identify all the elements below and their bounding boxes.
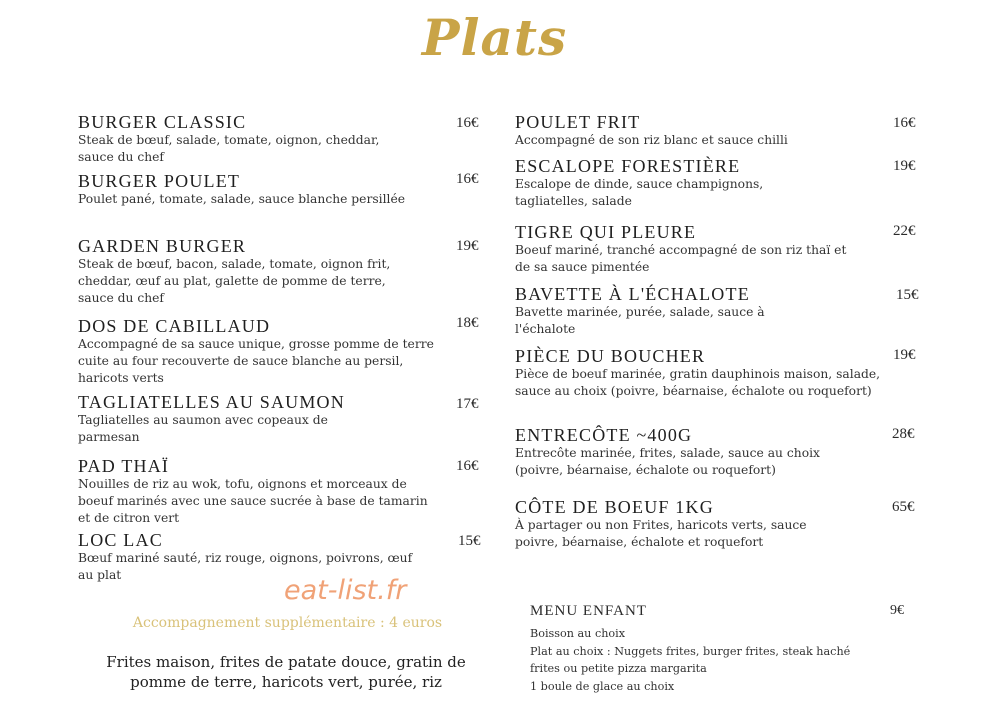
item-name: PIÈCE DU BOUCHER <box>515 346 706 366</box>
item-name: ENTRECÔTE ~400G <box>515 425 693 445</box>
watermark: eat-list.fr <box>284 575 407 606</box>
kids-menu-line: frites ou petite pizza margarita <box>530 662 707 675</box>
item-name: PAD THAÏ <box>78 456 170 476</box>
item-price: 15€ <box>458 533 481 549</box>
menu-item-piece-du-boucher <box>515 346 890 400</box>
kids-menu-line: 1 boule de glace au choix <box>530 679 675 693</box>
kids-menu-line: Boisson au choix <box>530 627 626 640</box>
item-description: Nouilles de riz au wok, tofu, oignons et morceaux de boeuf marinés avec une sauce sucrée à base de tamarin et de citron vert <box>78 477 428 525</box>
item-description: Entrecôte marinée, frites, salade, sauce au choix (poivre, béarnaise, échalote ou roquefort) <box>515 446 820 477</box>
kids-menu-lines <box>530 625 850 695</box>
kids-menu-line: Plat au choix : Nuggets frites, burger frites, steak haché <box>530 644 851 658</box>
menu-item-burger-classic <box>78 112 413 166</box>
item-price: 15€ <box>896 287 919 303</box>
item-description: Bavette marinée, purée, salade, sauce à l'échalote <box>515 305 765 336</box>
kids-menu-price: 9€ <box>890 603 904 618</box>
kids-menu-title: MENU ENFANT <box>530 603 647 619</box>
item-name: BAVETTE À L'ÉCHALOTE <box>515 284 750 304</box>
item-description: Tagliatelles au saumon avec copeaux de parmesan <box>78 413 328 444</box>
menu-item-dos-de-cabillaud <box>78 316 438 387</box>
item-name: BURGER CLASSIC <box>78 112 247 132</box>
item-description: Accompagné de sa sauce unique, grosse pomme de terre cuite au four recouverte de sauce blanche au persil, haricots verts <box>78 337 434 385</box>
item-description: Bœuf mariné sauté, riz rouge, oignons, poivrons, œuf au plat <box>78 551 413 582</box>
item-price: 17€ <box>456 396 479 412</box>
item-description: Boeuf mariné, tranché accompagné de son riz thaï et de sa sauce pimentée <box>515 243 847 274</box>
menu-item-pad-thai <box>78 456 428 527</box>
menu-item-poulet-frit <box>515 112 845 149</box>
item-name: POULET FRIT <box>515 112 641 132</box>
item-name: GARDEN BURGER <box>78 236 247 256</box>
item-price: 19€ <box>893 347 916 363</box>
item-description: À partager ou non Frites, haricots verts, sauce poivre, béarnaise, échalote et roquefort <box>515 518 807 549</box>
item-name: LOC LAC <box>78 530 163 550</box>
item-name: CÔTE DE BOEUF 1KG <box>515 497 714 517</box>
item-price: 65€ <box>892 499 915 515</box>
item-price: 19€ <box>456 238 479 254</box>
item-price: 22€ <box>893 223 916 239</box>
item-name: BURGER POULET <box>78 171 241 191</box>
item-name: ESCALOPE FORESTIÈRE <box>515 156 741 176</box>
item-price: 28€ <box>892 426 915 442</box>
menu-item-escalope-forestiere <box>515 156 805 210</box>
menu-item-entrecote <box>515 425 855 479</box>
item-description: Accompagné de son riz blanc et sauce chilli <box>515 133 788 147</box>
item-price: 16€ <box>456 171 479 187</box>
item-name: TIGRE QUI PLEURE <box>515 222 697 242</box>
item-description: Pièce de boeuf marinée, gratin dauphinois maison, salade, sauce au choix (poivre, béarnaise, échalote ou roquefort) <box>515 367 881 398</box>
accompaniment-title: Accompagnement supplémentaire : 4 euros <box>132 615 443 631</box>
item-name: DOS DE CABILLAUD <box>78 316 271 336</box>
item-price: 18€ <box>456 315 479 331</box>
item-description: Escalope de dinde, sauce champignons, tagliatelles, salade <box>515 177 764 208</box>
menu-item-bavette-a-lechalote <box>515 284 815 338</box>
item-name: TAGLIATELLES AU SAUMON <box>78 392 345 412</box>
item-price: 16€ <box>456 458 479 474</box>
item-description: Poulet pané, tomate, salade, sauce blanche persillée <box>78 192 405 206</box>
menu-item-cote-de-boeuf <box>515 497 835 551</box>
item-price: 19€ <box>893 158 916 174</box>
menu-item-burger-poulet <box>78 171 413 208</box>
item-description: Steak de bœuf, bacon, salade, tomate, oignon frit, cheddar, œuf au plat, galette de pomme de terre, sauce du chef <box>78 257 391 305</box>
page-title: Plats <box>421 8 568 67</box>
menu-item-tagliatelles-au-saumon <box>78 392 378 446</box>
menu-item-tigre-qui-pleure <box>515 222 850 276</box>
menu-item-garden-burger <box>78 236 423 307</box>
item-price: 16€ <box>893 115 916 131</box>
accompaniment-text: Frites maison, frites de patate douce, gratin de pomme de terre, haricots vert, purée, riz <box>106 653 466 691</box>
item-price: 16€ <box>456 115 479 131</box>
item-description: Steak de bœuf, salade, tomate, oignon, cheddar, sauce du chef <box>78 133 380 164</box>
